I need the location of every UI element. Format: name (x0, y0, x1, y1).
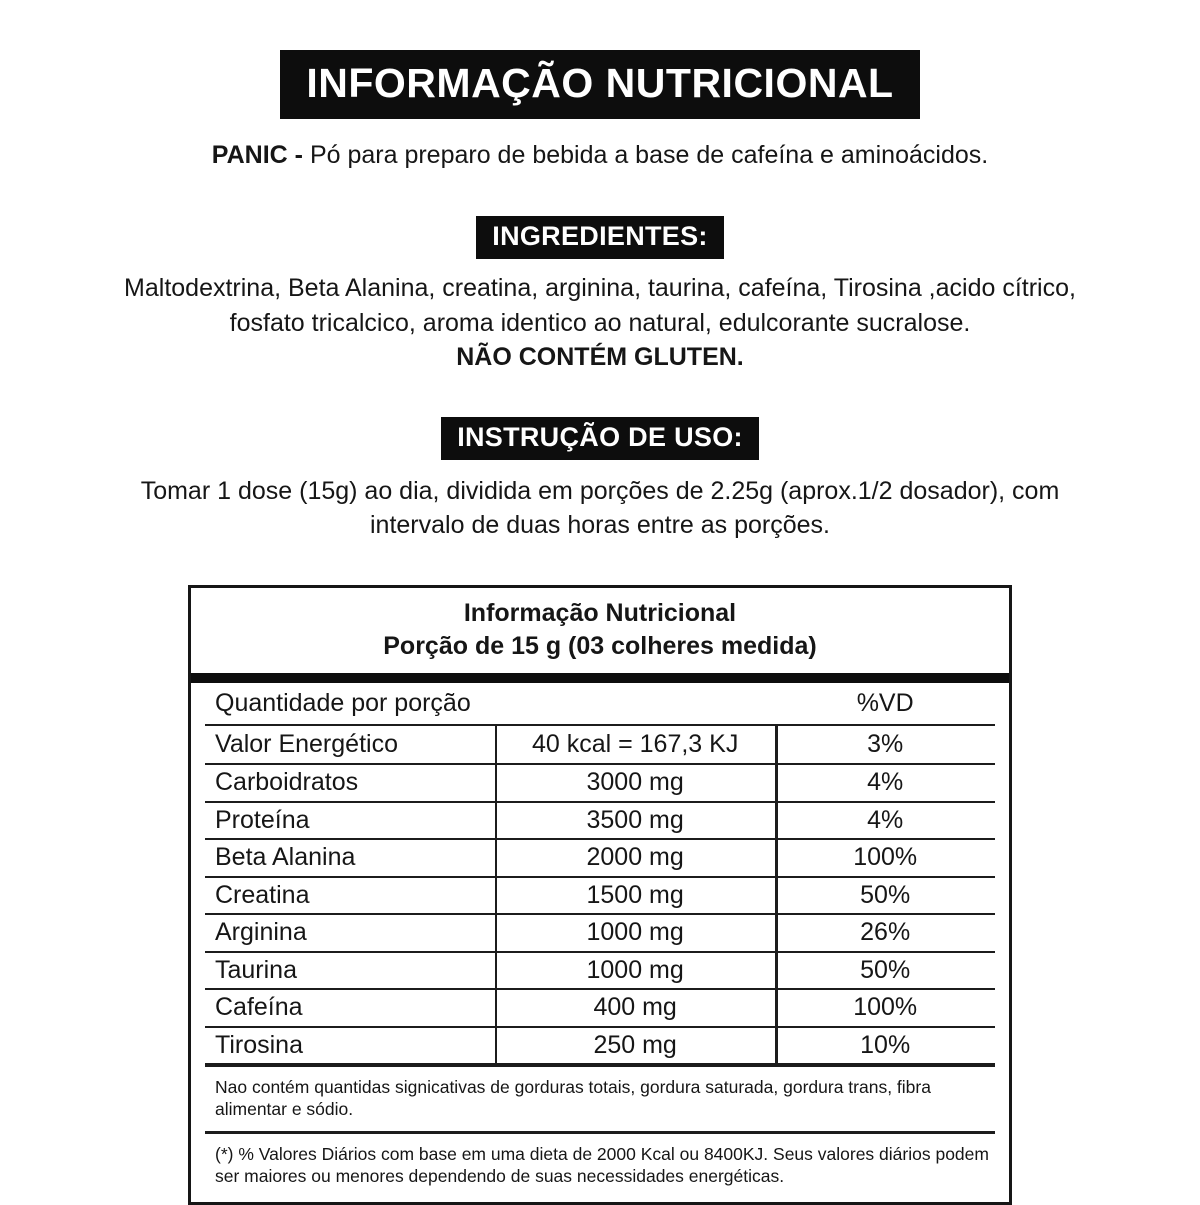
ingredients-heading-banner (476, 216, 723, 259)
table-row (205, 1026, 995, 1064)
nutrient-amount: 3500 mg (586, 805, 684, 834)
nutrient-amount: 40 kcal = 167,3 KJ (531, 729, 739, 758)
brand-name: PANIC - (211, 141, 303, 169)
nutrient-amount: 2000 mg (586, 843, 684, 872)
daily-values-footnote: (*) % Valores Diários com base em uma dieta de 2000 Kcal ou 8400KJ. Seus valores diários podem ser maiores ou menores dependendo de suas necessidades energéticas. (215, 1143, 989, 1187)
gluten-free-note: NÃO CONTÉM GLUTEN. (456, 343, 744, 371)
nutrient-dv: 50% (860, 955, 911, 984)
usage-instructions-text: Tomar 1 dose (15g) ao dia, dividida em porções de 2.25g (aprox.1/2 dosador), com intervalo de duas horas entre as porções. (140, 476, 1060, 539)
usage-heading-banner (441, 417, 759, 460)
table-divider-bar (191, 673, 1009, 683)
nutrient-label: Arginina (215, 918, 307, 947)
nutrient-label: Cafeína (215, 993, 303, 1022)
column-divider-line (495, 726, 498, 1064)
nutrient-dv: 26% (860, 918, 911, 947)
table-column-header-row (205, 683, 995, 726)
table-row (205, 726, 995, 764)
nutrient-dv: 100% (853, 843, 918, 872)
product-description-line (212, 141, 988, 170)
main-title-banner (280, 50, 919, 119)
nutrient-amount: 1000 mg (586, 918, 684, 947)
table-row (205, 988, 995, 1026)
daily-value-header: %VD (856, 688, 914, 717)
column-divider-line (775, 726, 778, 1064)
nutrient-label: Valor Energético (215, 729, 398, 758)
main-title: INFORMAÇÃO NUTRICIONAL (306, 60, 894, 106)
nutrient-dv: 100% (853, 993, 918, 1022)
nutrient-label: Carboidratos (215, 768, 359, 797)
ingredients-text: Maltodextrina, Beta Alanina, creatina, arginina, taurina, cafeína, Tirosina ,acido cítrico, fosfato tricalcico, aroma identico ao natural, edulcorante sucralose. (124, 274, 1076, 337)
product-description: Pó para preparo de bebida a base de cafeína e aminoácidos. (309, 141, 989, 169)
table-row (205, 913, 995, 951)
nutrient-label: Beta Alanina (215, 843, 356, 872)
table-row (205, 763, 995, 801)
table-title: Informação Nutricional (463, 598, 737, 627)
nutrient-amount: 3000 mg (586, 768, 684, 797)
table-row (205, 801, 995, 839)
nutrient-dv: 50% (860, 880, 911, 909)
nutrient-amount: 400 mg (593, 993, 677, 1022)
ingredients-heading: INGREDIENTES: (492, 221, 708, 251)
table-header (191, 588, 1009, 673)
nutrient-dv: 10% (860, 1030, 911, 1059)
nutrition-facts-table (188, 585, 1012, 1205)
nutrient-dv: 4% (867, 805, 904, 834)
nutrient-dv: 3% (867, 729, 904, 758)
table-serving-size: Porção de 15 g (03 colheres medida) (383, 631, 817, 660)
quantity-per-serving-header: Quantidade por porção (215, 688, 471, 717)
nutrient-amount: 250 mg (593, 1030, 677, 1059)
nutrient-amount: 1000 mg (586, 955, 684, 984)
table-row (205, 838, 995, 876)
nutrient-label: Proteína (215, 805, 310, 834)
usage-heading: INSTRUÇÃO DE USO: (457, 421, 743, 452)
table-body (205, 726, 995, 1068)
table-row (205, 951, 995, 989)
nutrient-label: Taurina (215, 955, 297, 984)
table-row (205, 876, 995, 914)
nutrient-label: Creatina (215, 880, 310, 909)
nutrient-dv: 4% (867, 768, 904, 797)
nutrient-label: Tirosina (215, 1030, 303, 1059)
insignificant-amounts-note: Nao contém quantidas signicativas de gorduras totais, gordura saturada, gordura trans, fibra alimentar e sódio. (215, 1077, 931, 1120)
nutrient-amount: 1500 mg (586, 880, 684, 909)
